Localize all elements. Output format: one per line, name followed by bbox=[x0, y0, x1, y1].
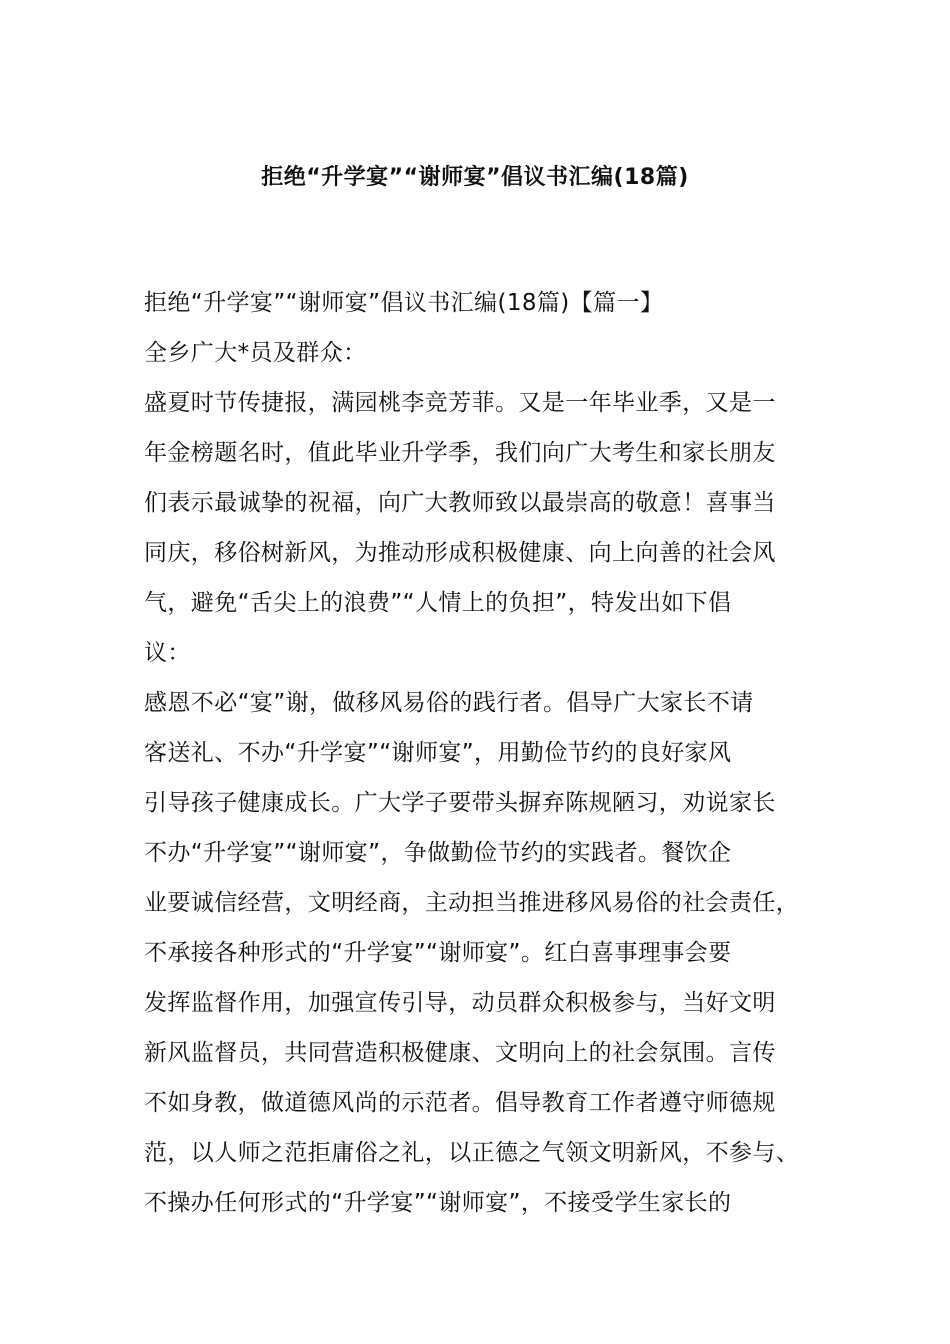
body-line: 气，避免“舌尖上的浪费”“人情上的负担”，特发出如下倡 bbox=[144, 590, 732, 616]
body-line: 同庆，移俗树新风，为推动形成积极健康、向上向善的社会风 bbox=[144, 540, 776, 566]
body-line: 感恩不必“宴”谢，做移风易俗的践行者。倡导广大家长不请 bbox=[144, 690, 754, 716]
body-line: 年金榜题名时，值此毕业升学季，我们向广大考生和家长朋友 bbox=[144, 440, 776, 466]
body-line: 范，以人师之范拒庸俗之礼，以正德之气领文明新风，不参与、 bbox=[144, 1140, 800, 1166]
body-line: 不办“升学宴”“谢师宴”，争做勤俭节约的实践者。餐饮企 bbox=[144, 840, 732, 866]
body-line: 全乡广大*员及群众： bbox=[144, 340, 367, 366]
document-body bbox=[144, 278, 834, 1228]
body-line: 业要诚信经营，文明经商，主动担当推进移风易俗的社会责任， bbox=[144, 890, 800, 916]
body-line: 们表示最诚挚的祝福，向广大教师致以最崇高的敬意！喜事当 bbox=[144, 490, 776, 516]
document-title: 拒绝“升学宴”“谢师宴”倡议书汇编(18篇) bbox=[261, 165, 689, 190]
body-line: 发挥监督作用，加强宣传引导，动员群众积极参与，当好文明 bbox=[144, 990, 776, 1016]
body-line: 不操办任何形式的“升学宴”“谢师宴”，不接受学生家长的 bbox=[144, 1190, 732, 1216]
body-line: 议： bbox=[144, 640, 191, 666]
body-line: 拒绝“升学宴”“谢师宴”倡议书汇编(18篇)【篇一】 bbox=[144, 290, 664, 316]
body-line: 盛夏时节传捷报，满园桃李竞芳菲。又是一年毕业季，又是一 bbox=[144, 390, 776, 416]
body-line: 新风监督员，共同营造积极健康、文明向上的社会氛围。言传 bbox=[144, 1040, 776, 1066]
body-line: 不如身教，做道德风尚的示范者。倡导教育工作者遵守师德规 bbox=[144, 1090, 776, 1116]
body-line: 不承接各种形式的“升学宴”“谢师宴”。红白喜事理事会要 bbox=[144, 940, 732, 966]
body-line: 引导孩子健康成长。广大学子要带头摒弃陈规陋习，劝说家长 bbox=[144, 790, 776, 816]
body-line: 客送礼、不办“升学宴”“谢师宴”，用勤俭节约的良好家风 bbox=[144, 740, 732, 766]
